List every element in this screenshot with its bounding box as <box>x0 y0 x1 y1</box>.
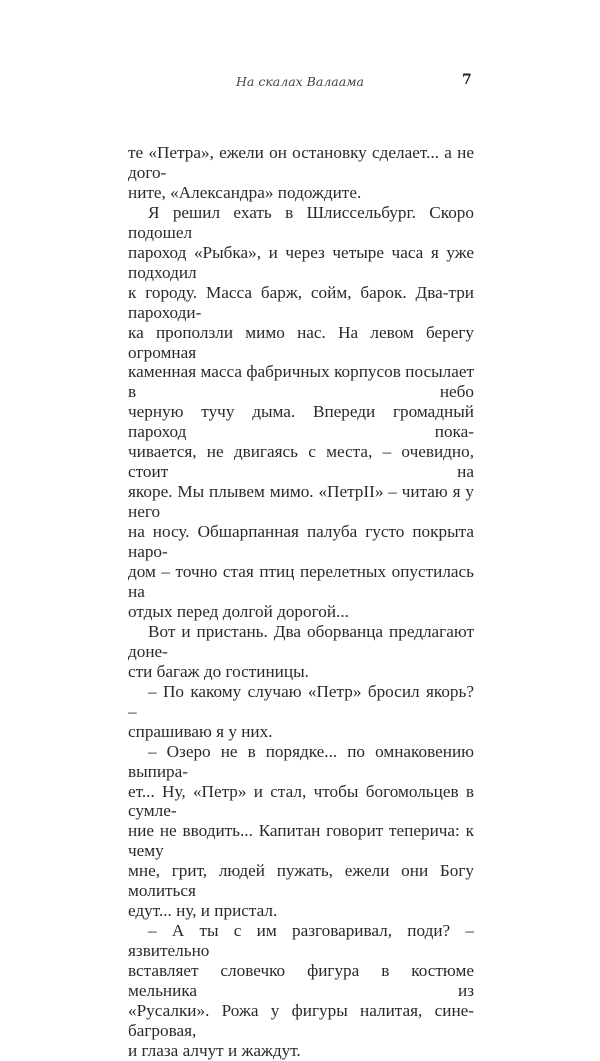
text-line: ните, «Александра» подождите. <box>128 182 362 202</box>
text-line: отдых перед долгой дорогой... <box>128 601 349 621</box>
text-line: чивается, не двигаясь с места, – очевидно, стоит на <box>128 442 474 482</box>
text-line: спрашиваю я у них. <box>128 721 273 741</box>
text-line: те «Петра», ежели он остановку сделает... а не дого- <box>128 143 474 182</box>
text-line: ет... Ну, «Петр» и стал, чтобы богомольцев в сумле- <box>128 781 474 821</box>
text-line: Я решил ехать в Шлиссельбург. Скоро подошел <box>128 202 474 242</box>
text-line: – Озеро не в порядке... по омнаковению выпира- <box>128 741 474 781</box>
text-line: якоре. Мы плывем мимо. «ПетрII» – читаю я у него <box>128 482 474 522</box>
text-line: и глаза алчут и жаждут. <box>128 1040 301 1060</box>
text-line: черную тучу дыма. Впереди громадный пароход пока- <box>128 402 474 442</box>
text-line: едут... ну, и пристал. <box>128 901 278 921</box>
text-line: каменная масса фабричных корпусов посылает в небо <box>128 362 474 402</box>
text-line: «Русалки». Рожа у фигуры налитая, сине-багровая, <box>128 1000 474 1040</box>
page-number: 7 <box>462 72 472 88</box>
text-line: пароход «Рыбка», и через четыре часа я уже подходил <box>128 242 474 282</box>
text-line: – По какому случаю «Петр» бросил якорь? – <box>128 681 474 721</box>
text-line: Вот и пристань. Два оборванца предлагают доне- <box>128 621 474 661</box>
text-line: на носу. Обшарпанная палуба густо покрыта наро- <box>128 522 474 562</box>
text-line: ка проползли мимо нас. На левом берегу огромная <box>128 322 474 362</box>
text-line: – А ты с им разговаривал, поди? – язвительно <box>128 921 474 961</box>
body-text <box>128 143 474 1061</box>
text-line: к городу. Масса барж, сойм, барок. Два-три пароходи- <box>128 282 474 322</box>
text-line: дом – точно стая птиц перелетных опустилась на <box>128 562 474 601</box>
text-line: вставляет словечко фигура в костюме мельника из <box>128 961 474 1001</box>
text-line: ние не вводить... Капитан говорит теперича: к чему <box>128 821 474 861</box>
text-line: мне, грит, людей пужать, ежели они Богу молиться <box>128 861 474 901</box>
running-title: На скалах Валаама <box>236 74 364 89</box>
text-line: сти багаж до гостиницы. <box>128 661 309 681</box>
